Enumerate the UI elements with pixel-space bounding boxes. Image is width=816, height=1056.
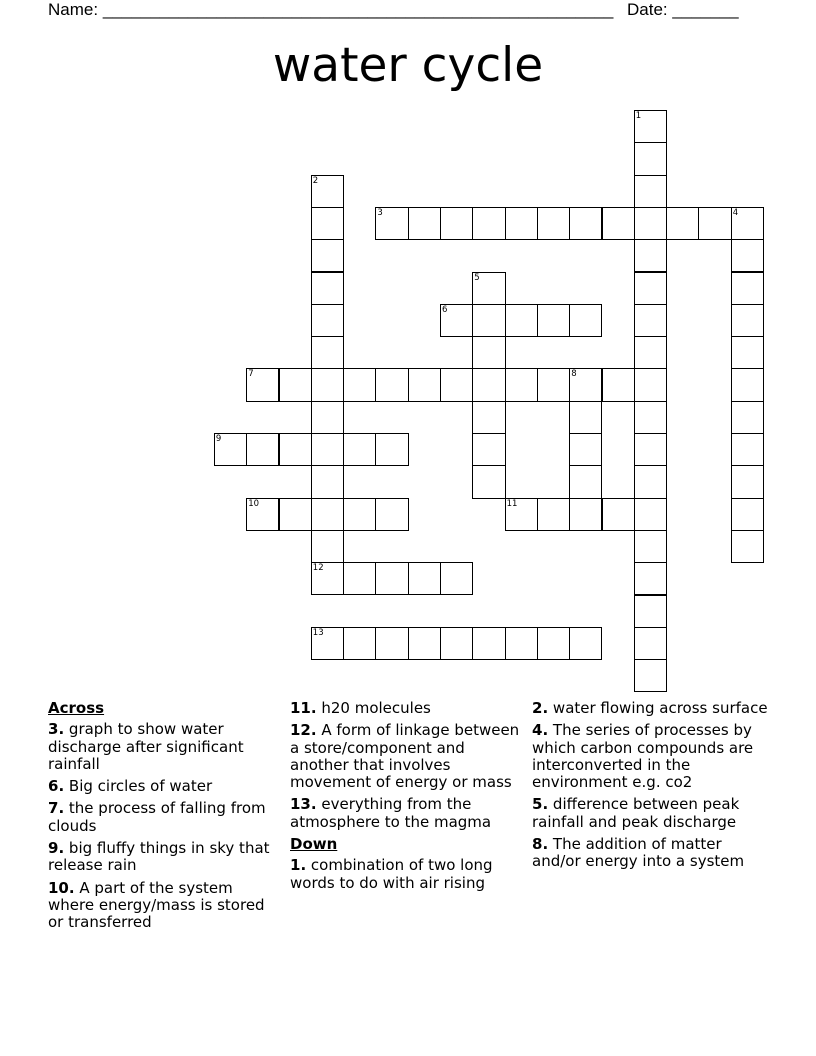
crossword-cell[interactable]: [569, 627, 602, 660]
clue-down-5: 5. difference between peak rainfall and peak discharge: [532, 795, 740, 831]
crossword-cell[interactable]: [408, 368, 441, 401]
crossword-cell[interactable]: [375, 207, 408, 240]
crossword-cell[interactable]: [343, 498, 376, 531]
crossword-cell[interactable]: [472, 272, 505, 305]
crossword-cell[interactable]: [472, 207, 505, 240]
crossword-cell[interactable]: [634, 110, 667, 143]
clue-text: The addition of matter and/or energy into a system: [532, 835, 745, 871]
clue-column-3: [532, 700, 772, 876]
crossword-cell[interactable]: [731, 530, 764, 563]
down-heading: Down: [290, 835, 338, 854]
clue-across-9: 9. big fluffy things in sky that release rain: [48, 839, 270, 875]
name-line: ______________________________________________________: [102, 0, 614, 19]
crossword-cell[interactable]: [279, 368, 312, 401]
crossword-cell[interactable]: [375, 627, 408, 660]
crossword-cell[interactable]: [505, 627, 538, 660]
crossword-cell[interactable]: [472, 433, 505, 466]
crossword-cell[interactable]: [569, 304, 602, 337]
name-label: Name:: [48, 0, 99, 19]
crossword-cell[interactable]: [634, 595, 667, 628]
clue-number: 12: [290, 721, 311, 740]
clue-down-1: 1. combination of two long words to do with air rising: [290, 856, 493, 892]
crossword-cell[interactable]: [731, 368, 764, 401]
crossword-cell[interactable]: [634, 401, 667, 434]
clue-text: difference between peak rainfall and peak discharge: [532, 795, 740, 831]
crossword-cell[interactable]: [311, 304, 344, 337]
crossword-cell[interactable]: [311, 272, 344, 305]
crossword-cell[interactable]: [634, 627, 667, 660]
crossword-cell[interactable]: [569, 465, 602, 498]
crossword-cell[interactable]: [731, 336, 764, 369]
cell-number: 8: [571, 369, 577, 380]
crossword-cell[interactable]: [311, 336, 344, 369]
crossword-cell[interactable]: [731, 465, 764, 498]
date-line: _______: [672, 0, 739, 19]
crossword-cell[interactable]: [602, 207, 635, 240]
clue-text: big fluffy things in sky that release rain: [48, 839, 270, 875]
crossword-cell[interactable]: [537, 498, 570, 531]
crossword-cell[interactable]: [634, 142, 667, 175]
clue-number: 7: [48, 799, 59, 818]
crossword-cell[interactable]: [279, 433, 312, 466]
crossword-cell[interactable]: [634, 465, 667, 498]
crossword-cell[interactable]: [634, 272, 667, 305]
clue-text: The series of processes by which carbon compounds are interconverted in the environment e.g. co2: [532, 721, 754, 792]
crossword-cell[interactable]: [505, 368, 538, 401]
crossword-cell[interactable]: [569, 401, 602, 434]
crossword-cell[interactable]: [731, 401, 764, 434]
clue-across-10: 10. A part of the system where energy/mass is stored or transferred: [48, 878, 265, 932]
crossword-cell[interactable]: [311, 530, 344, 563]
crossword-cell[interactable]: [569, 207, 602, 240]
crossword-cell[interactable]: [375, 562, 408, 595]
crossword-cell[interactable]: [408, 207, 441, 240]
crossword-cell[interactable]: [731, 304, 764, 337]
clue-number: 13: [290, 795, 311, 814]
page-title: water cycle: [272, 38, 544, 93]
cell-number: 2: [312, 175, 319, 186]
crossword-cell[interactable]: [408, 562, 441, 595]
crossword-cell[interactable]: [472, 627, 505, 660]
crossword-cell[interactable]: [537, 207, 570, 240]
across-heading: Across: [48, 699, 105, 717]
cell-number: 3: [377, 207, 383, 218]
crossword-cell[interactable]: [505, 498, 538, 531]
crossword-cell[interactable]: [311, 433, 344, 466]
crossword-cell[interactable]: [634, 207, 667, 240]
clue-number: 4: [532, 721, 543, 740]
clue-number: 1: [290, 856, 301, 875]
clue-number: 8: [532, 835, 543, 854]
cell-number: 9: [215, 434, 222, 444]
crossword-cell[interactable]: [214, 433, 247, 466]
crossword-cell[interactable]: [343, 627, 376, 660]
crossword-cell[interactable]: [343, 562, 376, 595]
crossword-cell[interactable]: [408, 627, 441, 660]
crossword-cell[interactable]: [537, 627, 570, 660]
clue-number: 2: [532, 699, 543, 717]
clue-number: 3: [48, 720, 59, 739]
crossword-cell[interactable]: [537, 368, 570, 401]
crossword-cell[interactable]: [472, 336, 505, 369]
clue-across-11: 11. h20 molecules: [290, 699, 431, 717]
clue-down-4: 4. The series of processes by which carbon compounds are interconverted in the environment e.g. co2: [532, 721, 754, 792]
crossword-cell[interactable]: [311, 207, 344, 240]
crossword-cell[interactable]: [602, 498, 635, 531]
crossword-cell[interactable]: [602, 368, 635, 401]
crossword-cell[interactable]: [311, 498, 344, 531]
cell-number: 5: [474, 272, 480, 283]
crossword-cell[interactable]: [311, 562, 344, 595]
crossword-cell[interactable]: [311, 175, 344, 208]
crossword-cell[interactable]: [634, 175, 667, 208]
cell-number: 4: [732, 207, 739, 218]
cell-number: 11: [506, 498, 518, 509]
crossword-cell[interactable]: [569, 368, 602, 401]
crossword-cell[interactable]: [634, 659, 667, 692]
clue-number: 11: [290, 699, 311, 717]
crossword-cell[interactable]: [472, 368, 505, 401]
crossword-cell[interactable]: [731, 498, 764, 531]
crossword-cell[interactable]: [472, 465, 505, 498]
cell-number: 13: [312, 627, 324, 638]
crossword-cell[interactable]: [246, 368, 279, 401]
crossword-cell[interactable]: [569, 433, 602, 466]
crossword-cell[interactable]: [731, 433, 764, 466]
cell-number: 7: [248, 369, 254, 380]
date-label: Date:: [627, 0, 668, 19]
crossword-cell[interactable]: [375, 498, 408, 531]
crossword-cell[interactable]: [375, 433, 408, 466]
clue-number: 10: [48, 878, 69, 897]
clue-text: h20 molecules: [321, 699, 431, 717]
clue-across-7: 7. the process of falling from clouds: [48, 799, 266, 835]
crossword-cell[interactable]: [311, 401, 344, 434]
crossword-cell[interactable]: [343, 368, 376, 401]
clue-across-3: 3. graph to show water discharge after significant rainfall: [48, 720, 244, 773]
crossword-cell[interactable]: [634, 336, 667, 369]
clue-text: graph to show water discharge after significant rainfall: [48, 720, 244, 773]
crossword-cell[interactable]: [375, 368, 408, 401]
crossword-cell[interactable]: [440, 304, 473, 337]
crossword-cell[interactable]: [472, 304, 505, 337]
crossword-cell[interactable]: [634, 304, 667, 337]
crossword-cell[interactable]: [666, 207, 699, 240]
crossword-cell[interactable]: [440, 562, 473, 595]
clue-down-8: 8. The addition of matter and/or energy into a system: [532, 835, 745, 871]
crossword-cell[interactable]: [634, 239, 667, 272]
clue-across-13: 13. everything from the atmosphere to the magma: [290, 795, 492, 831]
crossword-cell[interactable]: [731, 207, 764, 240]
clue-across-6: 6. Big circles of water: [48, 777, 213, 796]
clue-number: 9: [48, 839, 59, 858]
clue-down-2: 2. water flowing across surface: [532, 699, 768, 717]
crossword-cell[interactable]: [569, 498, 602, 531]
crossword-cell[interactable]: [246, 433, 279, 466]
clue-column-2: [290, 700, 525, 897]
clue-text: everything from the atmosphere to the magma: [290, 795, 492, 831]
crossword-cell[interactable]: [279, 498, 312, 531]
crossword-cell[interactable]: [634, 368, 667, 401]
crossword-cell[interactable]: [505, 304, 538, 337]
clue-number: 5: [532, 795, 543, 814]
crossword-cell[interactable]: [440, 627, 473, 660]
clue-text: the process of falling from clouds: [48, 799, 266, 835]
crossword-cell[interactable]: [731, 272, 764, 305]
crossword-cell[interactable]: [698, 207, 731, 240]
crossword-cell[interactable]: [731, 239, 764, 272]
crossword-cell[interactable]: [537, 304, 570, 337]
clue-column-1: [48, 700, 280, 937]
cell-number: 1: [635, 111, 642, 121]
crossword-cell[interactable]: [634, 498, 667, 531]
crossword-cell[interactable]: [505, 207, 538, 240]
clue-text: Big circles of water: [68, 777, 213, 796]
crossword-cell[interactable]: [311, 239, 344, 272]
crossword-cell[interactable]: [311, 368, 344, 401]
clue-text: A form of linkage between a store/component and another that involves movement of energy or mass: [290, 721, 520, 792]
clue-text: combination of two long words to do with air rising: [290, 856, 493, 892]
clue-text: water flowing across surface: [552, 699, 768, 717]
crossword-cell[interactable]: [246, 498, 279, 531]
crossword-cell[interactable]: [634, 562, 667, 595]
crossword-cell[interactable]: [311, 627, 344, 660]
clue-across-12: 12. A form of linkage between a store/component and another that involves movement of energy or mass: [290, 721, 520, 792]
crossword-cell[interactable]: [634, 433, 667, 466]
crossword-cell[interactable]: [343, 433, 376, 466]
crossword-cell[interactable]: [634, 530, 667, 563]
cell-number: 6: [442, 304, 448, 315]
cell-number: 12: [312, 563, 324, 574]
crossword-cell[interactable]: [311, 465, 344, 498]
crossword-cell[interactable]: [440, 368, 473, 401]
cell-number: 10: [248, 498, 260, 509]
clue-number: 6: [48, 777, 59, 796]
clue-text: A part of the system where energy/mass is stored or transferred: [48, 878, 265, 932]
crossword-cell[interactable]: [440, 207, 473, 240]
crossword-cell[interactable]: [472, 401, 505, 434]
